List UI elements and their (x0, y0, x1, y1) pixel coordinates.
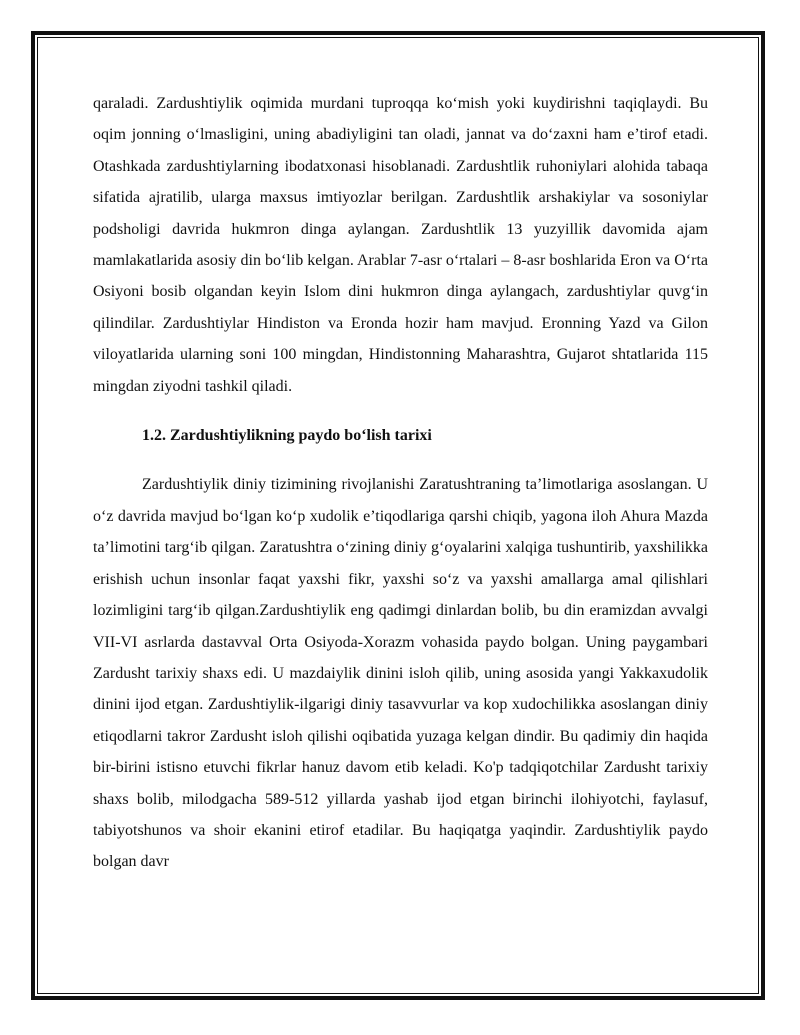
body-paragraph: qaraladi. Zardushtiylik oqimida murdani tuproqqa ko‘mish yoki kuydirishni taqiqlaydi. Bu oqim jonning o‘lmasligini, uning abadiyligini tan oladi, jannat va do‘zaxni ham e’tirof etadi. Otashkada zardushtiylarning ibodatxonasi hisoblanadi. Zardushtlik ruhoniylari alohida tabaqa sifatida ajratilib, ularga maxsus imtiyozlar berilgan. Zardushtlik arshakiylar va sosoniylar podsholigi davrida hukmron dinga aylangan. Zardushtlik 13 yuzyillik davomida ajam mamlakatlarida asosiy din bo‘lib kelgan. Arablar 7-asr o‘rtalari – 8-asr boshlarida Eron va O‘rta Osiyoni bosib olgandan keyin Islom dini hukmron dinga aylangach, zardushtiylar quvg‘in qilindilar. Zardushtiylar Hindiston va Eronda hozir ham mavjud. Eronning Yazd va Gilon viloyatlarida ularning soni 100 mingdan, Hindistonning Maharashtra, Gujarot shtatlarida 115 mingdan ziyodni tashkil qiladi. (93, 95, 708, 395)
document-body (93, 88, 708, 878)
section-heading: 1.2. Zardushtiylikning paydo bo‘lish tarixi (142, 427, 432, 445)
body-paragraph: Zardushtiylik diniy tizimining rivojlanishi Zaratushtraning ta’limotlariga asoslangan. U o‘z davrida mavjud bo‘lgan ko‘p xudolik e’tiqodlariga qarshi chiqib, yagona iloh Ahura Mazda ta’limotini targ‘ib qilgan. Zaratushtra o‘zining diniy g‘oyalarini xalqiga tushuntirib, yaxshilikka erishish uchun insonlar faqat yaxshi fikr, yaxshi so‘z va yaxshi amallarga amal qilishlari lozimligini targ‘ib qilgan.Zardushtiylik eng qadimgi dinlardan bolib, bu din eramizdan avvalgi VII-VI asrlarda dastavval Orta Osiyoda-Xorazm vohasida paydo bolgan. Uning paygambari Zardusht tarixiy shaxs edi. U mazdaiylik dinini isloh qilib, uning asosida yangi Yakkaxudolik dinini ijod etgan. Zardushtiylik-ilgarigi diniy tasavvurlar va kop xudochilikka asoslangan diniy etiqodlarni takror Zardusht isloh qilishi oqibatida yuzaga kelgan dindir. Bu qadimiy din haqida bir-birini istisno etuvchi fikrlar hanuz davom etib keladi. Ko'p tadqiqotchilar Zardusht tarixiy shaxs bolib, milodgacha 589-512 yillarda yashab ijod etgan birinchi ilohiyotchi, faylasuf, tabiyotshunos va shoir ekanini etirof etadilar. Bu haqiqatga yaqindir. Zardushtiylik paydo bolgan davr (93, 476, 708, 871)
